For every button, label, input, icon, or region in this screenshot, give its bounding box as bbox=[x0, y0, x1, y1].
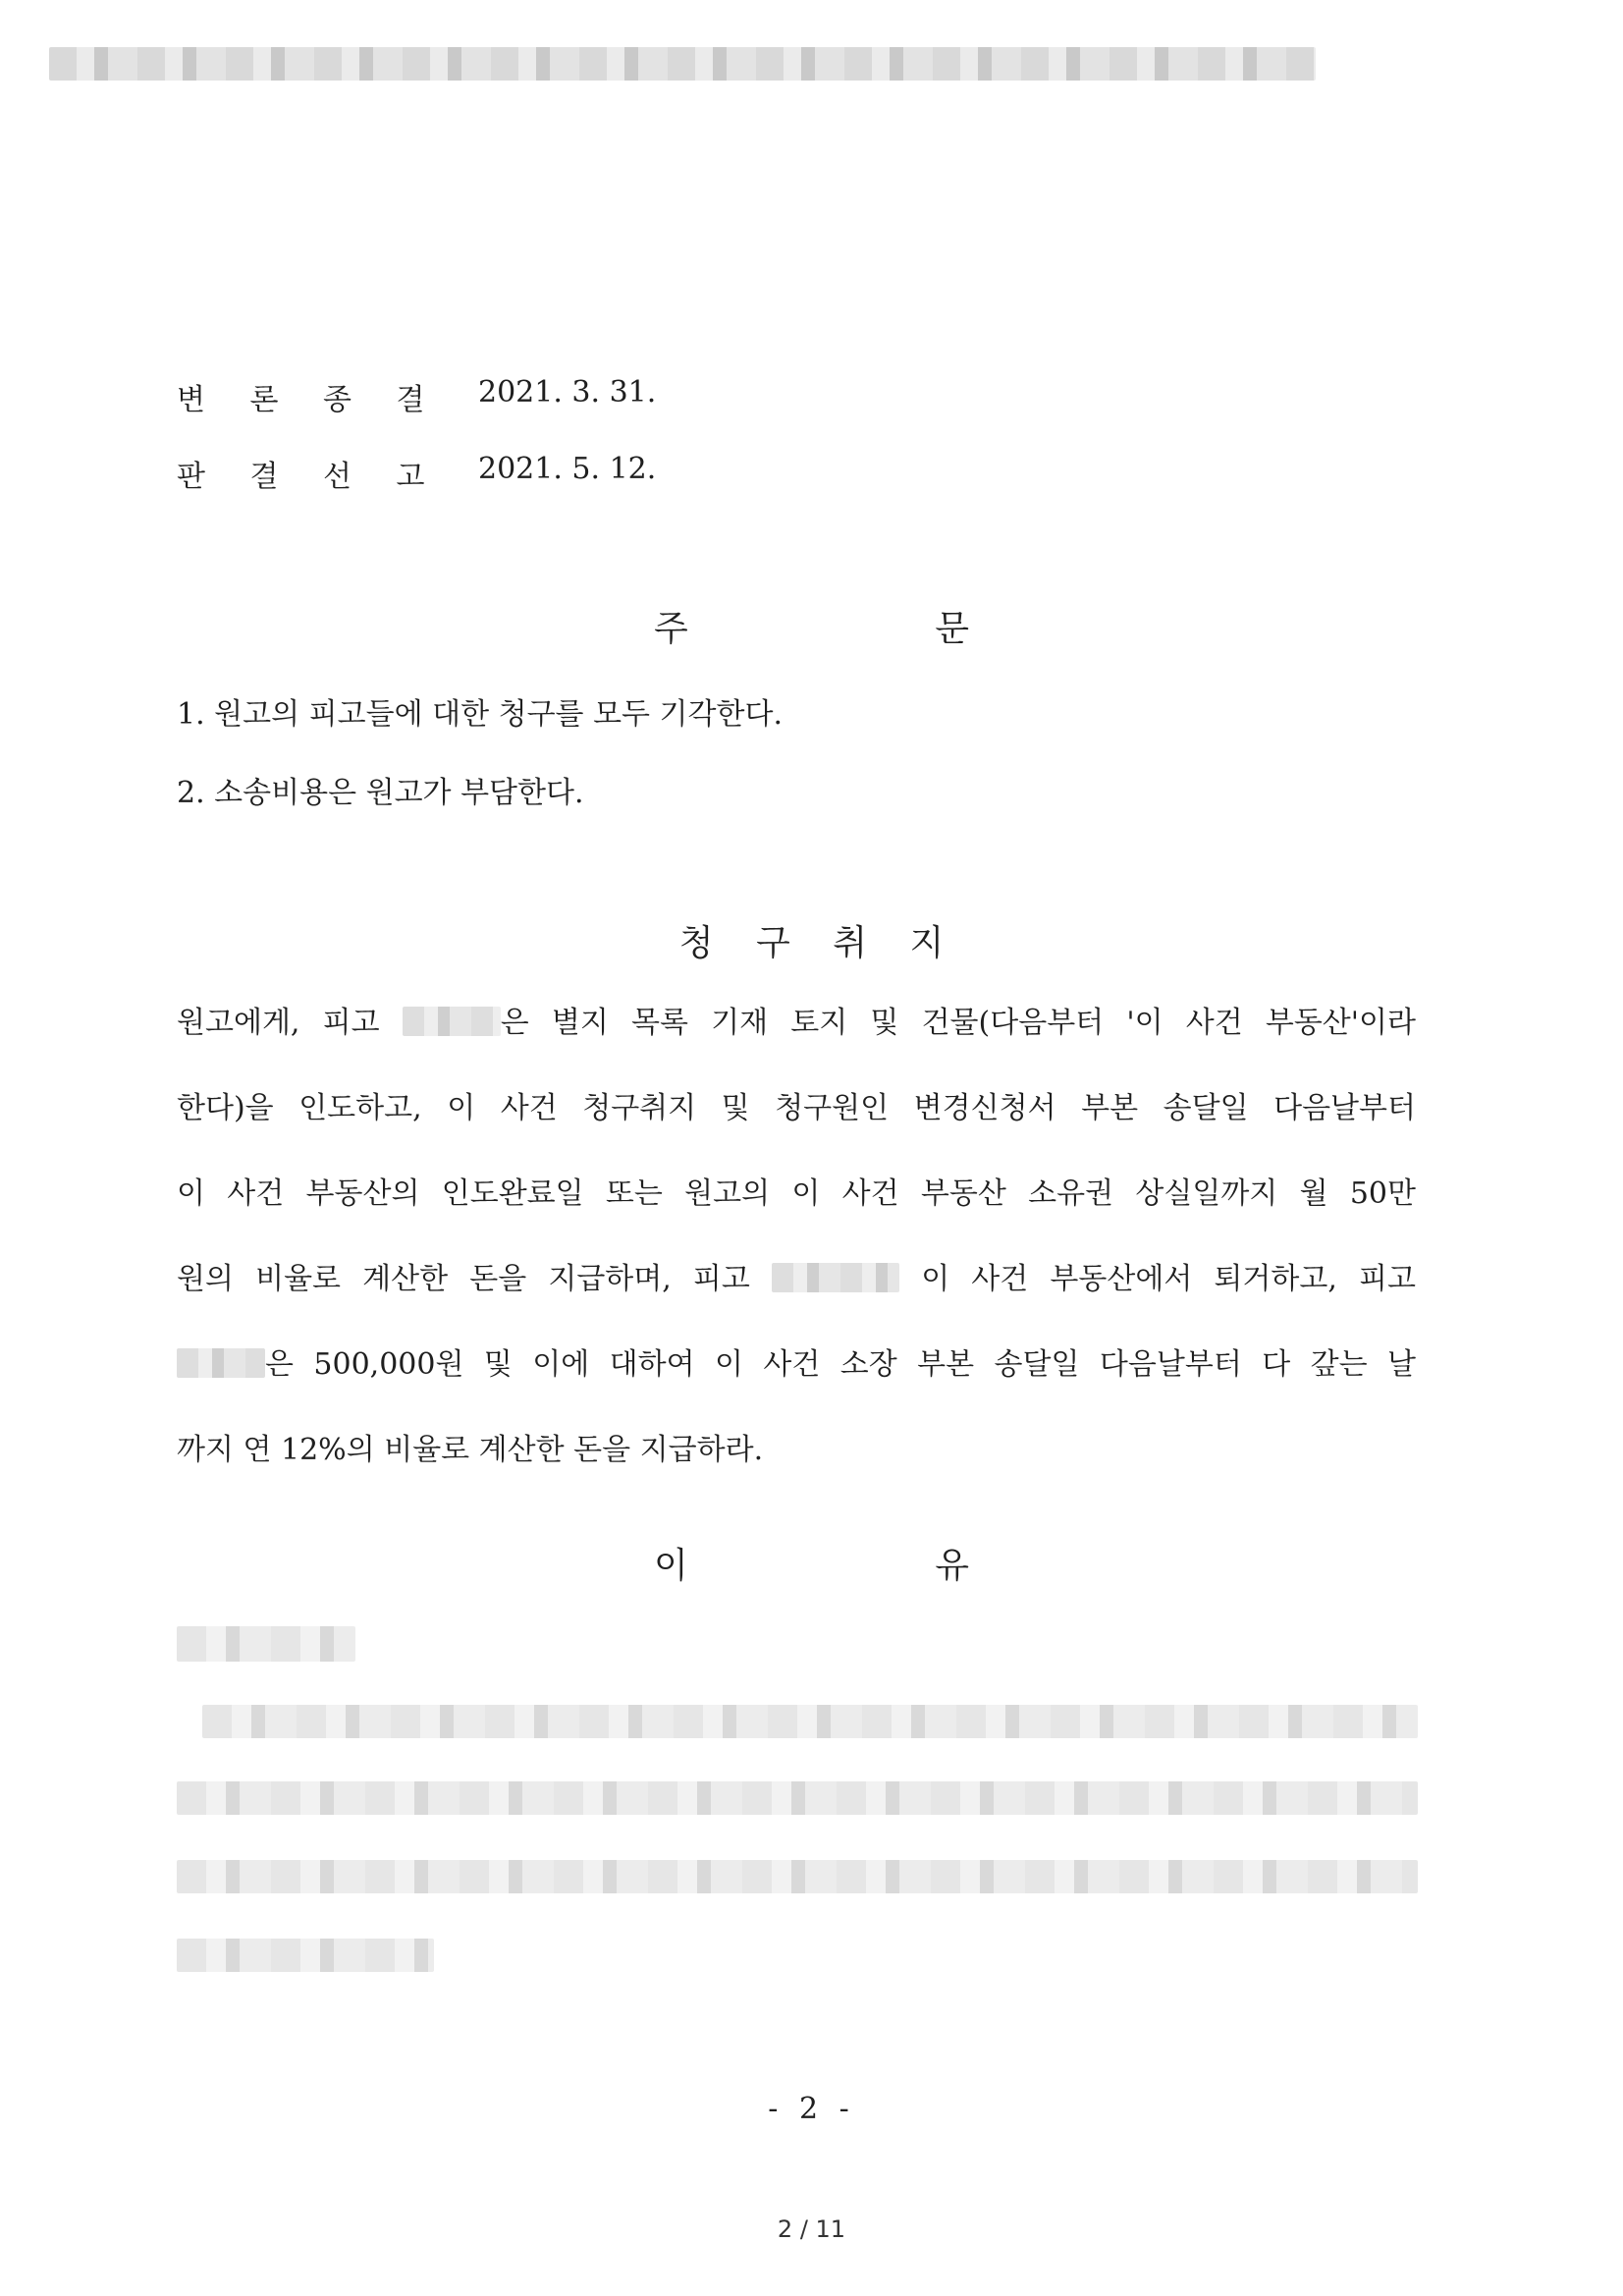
claim-line-2: 한다)을 인도하고, 이 사건 청구취지 및 청구원인 변경신청서 부본 송달일 다음날부터 bbox=[177, 1091, 1416, 1125]
claim-line-4: 원의 비율로 계산한 돈을 지급하며, 피고 이 사건 부동산에서 퇴거하고, 피고 bbox=[177, 1262, 1416, 1296]
claim-line-3: 이 사건 부동산의 인도완료일 또는 원고의 이 사건 부동산 소유권 상실일까지 월 50만 bbox=[177, 1176, 1416, 1211]
closing-date: 2021. 3. 31. bbox=[478, 375, 657, 410]
redacted-party-2 bbox=[772, 1263, 899, 1292]
claim-heading: 청 구 취 지 bbox=[678, 923, 960, 963]
reason-heading: 이 유 bbox=[654, 1546, 1087, 1586]
redacted-reason-line-2 bbox=[177, 1781, 1418, 1815]
redacted-reason-line-1 bbox=[202, 1705, 1418, 1738]
page-marker: - 2 - bbox=[768, 2092, 855, 2126]
claim-paragraph bbox=[177, 980, 1416, 1493]
claim-line-1: 원고에게, 피고 은 별지 목록 기재 토지 및 건물(다음부터 '이 사건 부동산'이라 bbox=[177, 1006, 1416, 1040]
redacted-reason-line-4 bbox=[177, 1939, 434, 1972]
redacted-header bbox=[49, 47, 1316, 81]
judgment-date: 2021. 5. 12. bbox=[478, 452, 657, 486]
claim-line-5: 은 500,000원 및 이에 대하여 이 사건 소장 부본 송달일 다음날부터 다 갚는 날 bbox=[177, 1322, 1416, 1407]
redacted-party-3 bbox=[177, 1348, 265, 1378]
order-item-2: 2. 소송비용은 원고가 부담한다. bbox=[177, 776, 584, 810]
claim-line-6: 까지 연 12%의 비율로 계산한 돈을 지급하라. bbox=[177, 1433, 764, 1467]
order-heading: 주 문 bbox=[654, 609, 1087, 649]
judgment-label: 판 결 선 고 bbox=[177, 460, 443, 494]
redacted-party-1 bbox=[403, 1007, 501, 1036]
redacted-reason-line-3 bbox=[177, 1860, 1418, 1893]
redacted-reason-title bbox=[177, 1626, 355, 1662]
order-item-1: 1. 원고의 피고들에 대한 청구를 모두 기각한다. bbox=[177, 697, 784, 732]
closing-label: 변 론 종 결 bbox=[177, 383, 443, 417]
page-count: 2 / 11 bbox=[777, 2215, 846, 2243]
